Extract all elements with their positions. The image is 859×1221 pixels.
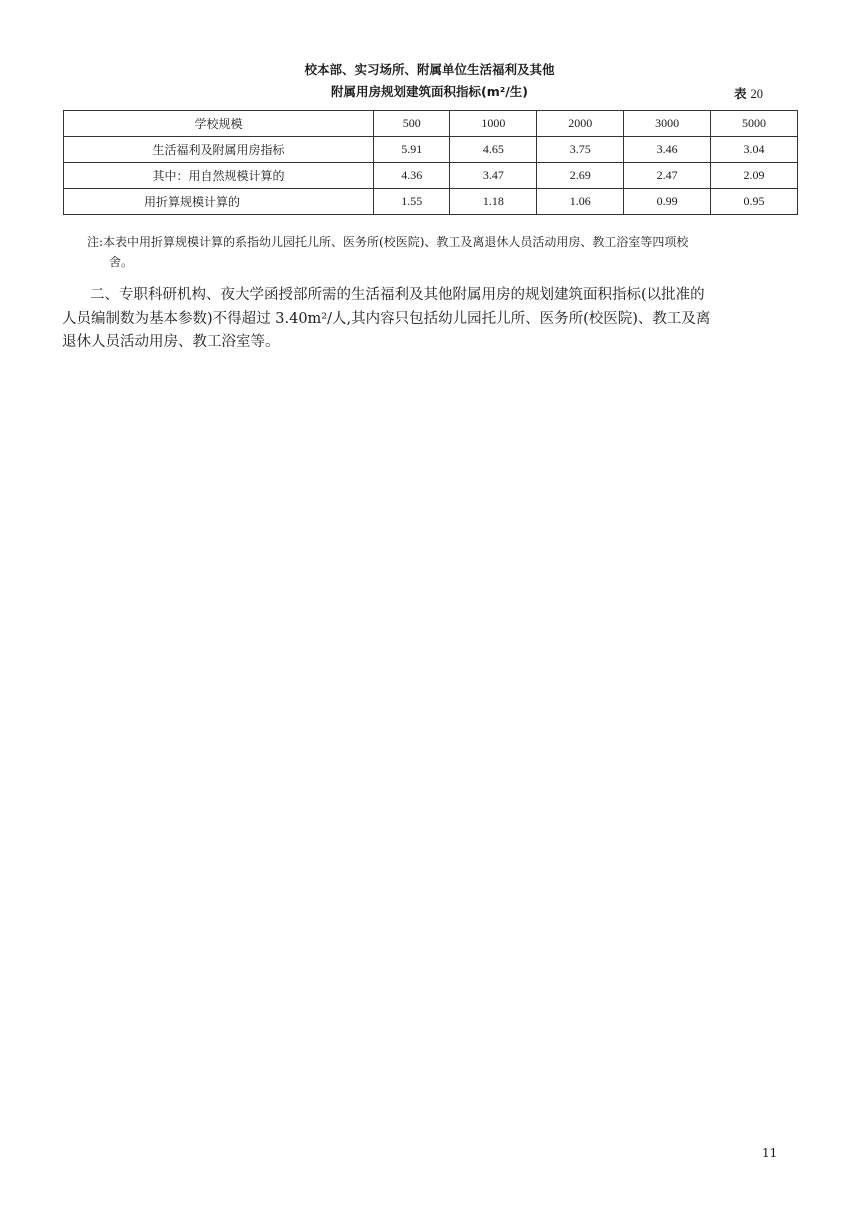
header-cell: 2000 [537,111,624,137]
table-note [87,232,807,272]
paragraph-line: 人员编制数为基本参数)不得超过 3.40m²/人,其内容只包括幼儿园托儿所、医务所(校医院)、教工及离 [62,310,711,327]
header-cell: 1000 [450,111,537,137]
body-paragraph [62,284,800,355]
row-label: 用折算规模计算的 [64,189,374,215]
table-cell: 3.47 [450,163,537,189]
table-cell: 2.09 [711,163,798,189]
table-cell: 0.99 [624,189,711,215]
table-cell: 2.47 [624,163,711,189]
table-cell: 3.75 [537,137,624,163]
paragraph-line: 二、专职科研机构、夜大学函授部所需的生活福利及其他附属用房的规划建筑面积指标(以批准的 [90,287,705,303]
header-cell: 学校规模 [64,111,374,137]
header-cell: 500 [374,111,450,137]
table-row [64,163,798,189]
table-cell: 4.65 [450,137,537,163]
table-cell: 4.36 [374,163,450,189]
table-cell: 5.91 [374,137,450,163]
table-label: 表 [734,86,747,101]
header-cell: 3000 [624,111,711,137]
note-line: 舍。 [109,255,134,269]
table-cell: 0.95 [711,189,798,215]
table-header-row [64,111,798,137]
table-row [64,189,798,215]
paragraph-line: 退休人员活动用房、教工浴室等。 [62,334,280,350]
page-number: 11 [762,1146,778,1160]
row-label: 生活福利及附属用房指标 [64,137,374,163]
header-cell: 5000 [711,111,798,137]
table-cell: 3.46 [624,137,711,163]
table-title-line1: 校本部、实习场所、附属单位生活福利及其他 [304,62,555,77]
row-label: 其中：用自然规模计算的 [64,163,374,189]
table-number: 20 [750,87,764,101]
table-cell: 2.69 [537,163,624,189]
table-cell: 3.04 [711,137,798,163]
indicator-table [63,110,798,215]
table-cell: 1.55 [374,189,450,215]
table-cell: 1.06 [537,189,624,215]
table-row [64,137,798,163]
table-cell: 1.18 [450,189,537,215]
table-number-label [734,84,763,102]
note-line: 注:本表中用折算规模计算的系指幼儿园托儿所、医务所(校医院)、教工及离退休人员活动用房、教工浴室等四项校 [87,235,689,249]
table-title-line2: 附属用房规划建筑面积指标(m²/生) [331,84,528,99]
